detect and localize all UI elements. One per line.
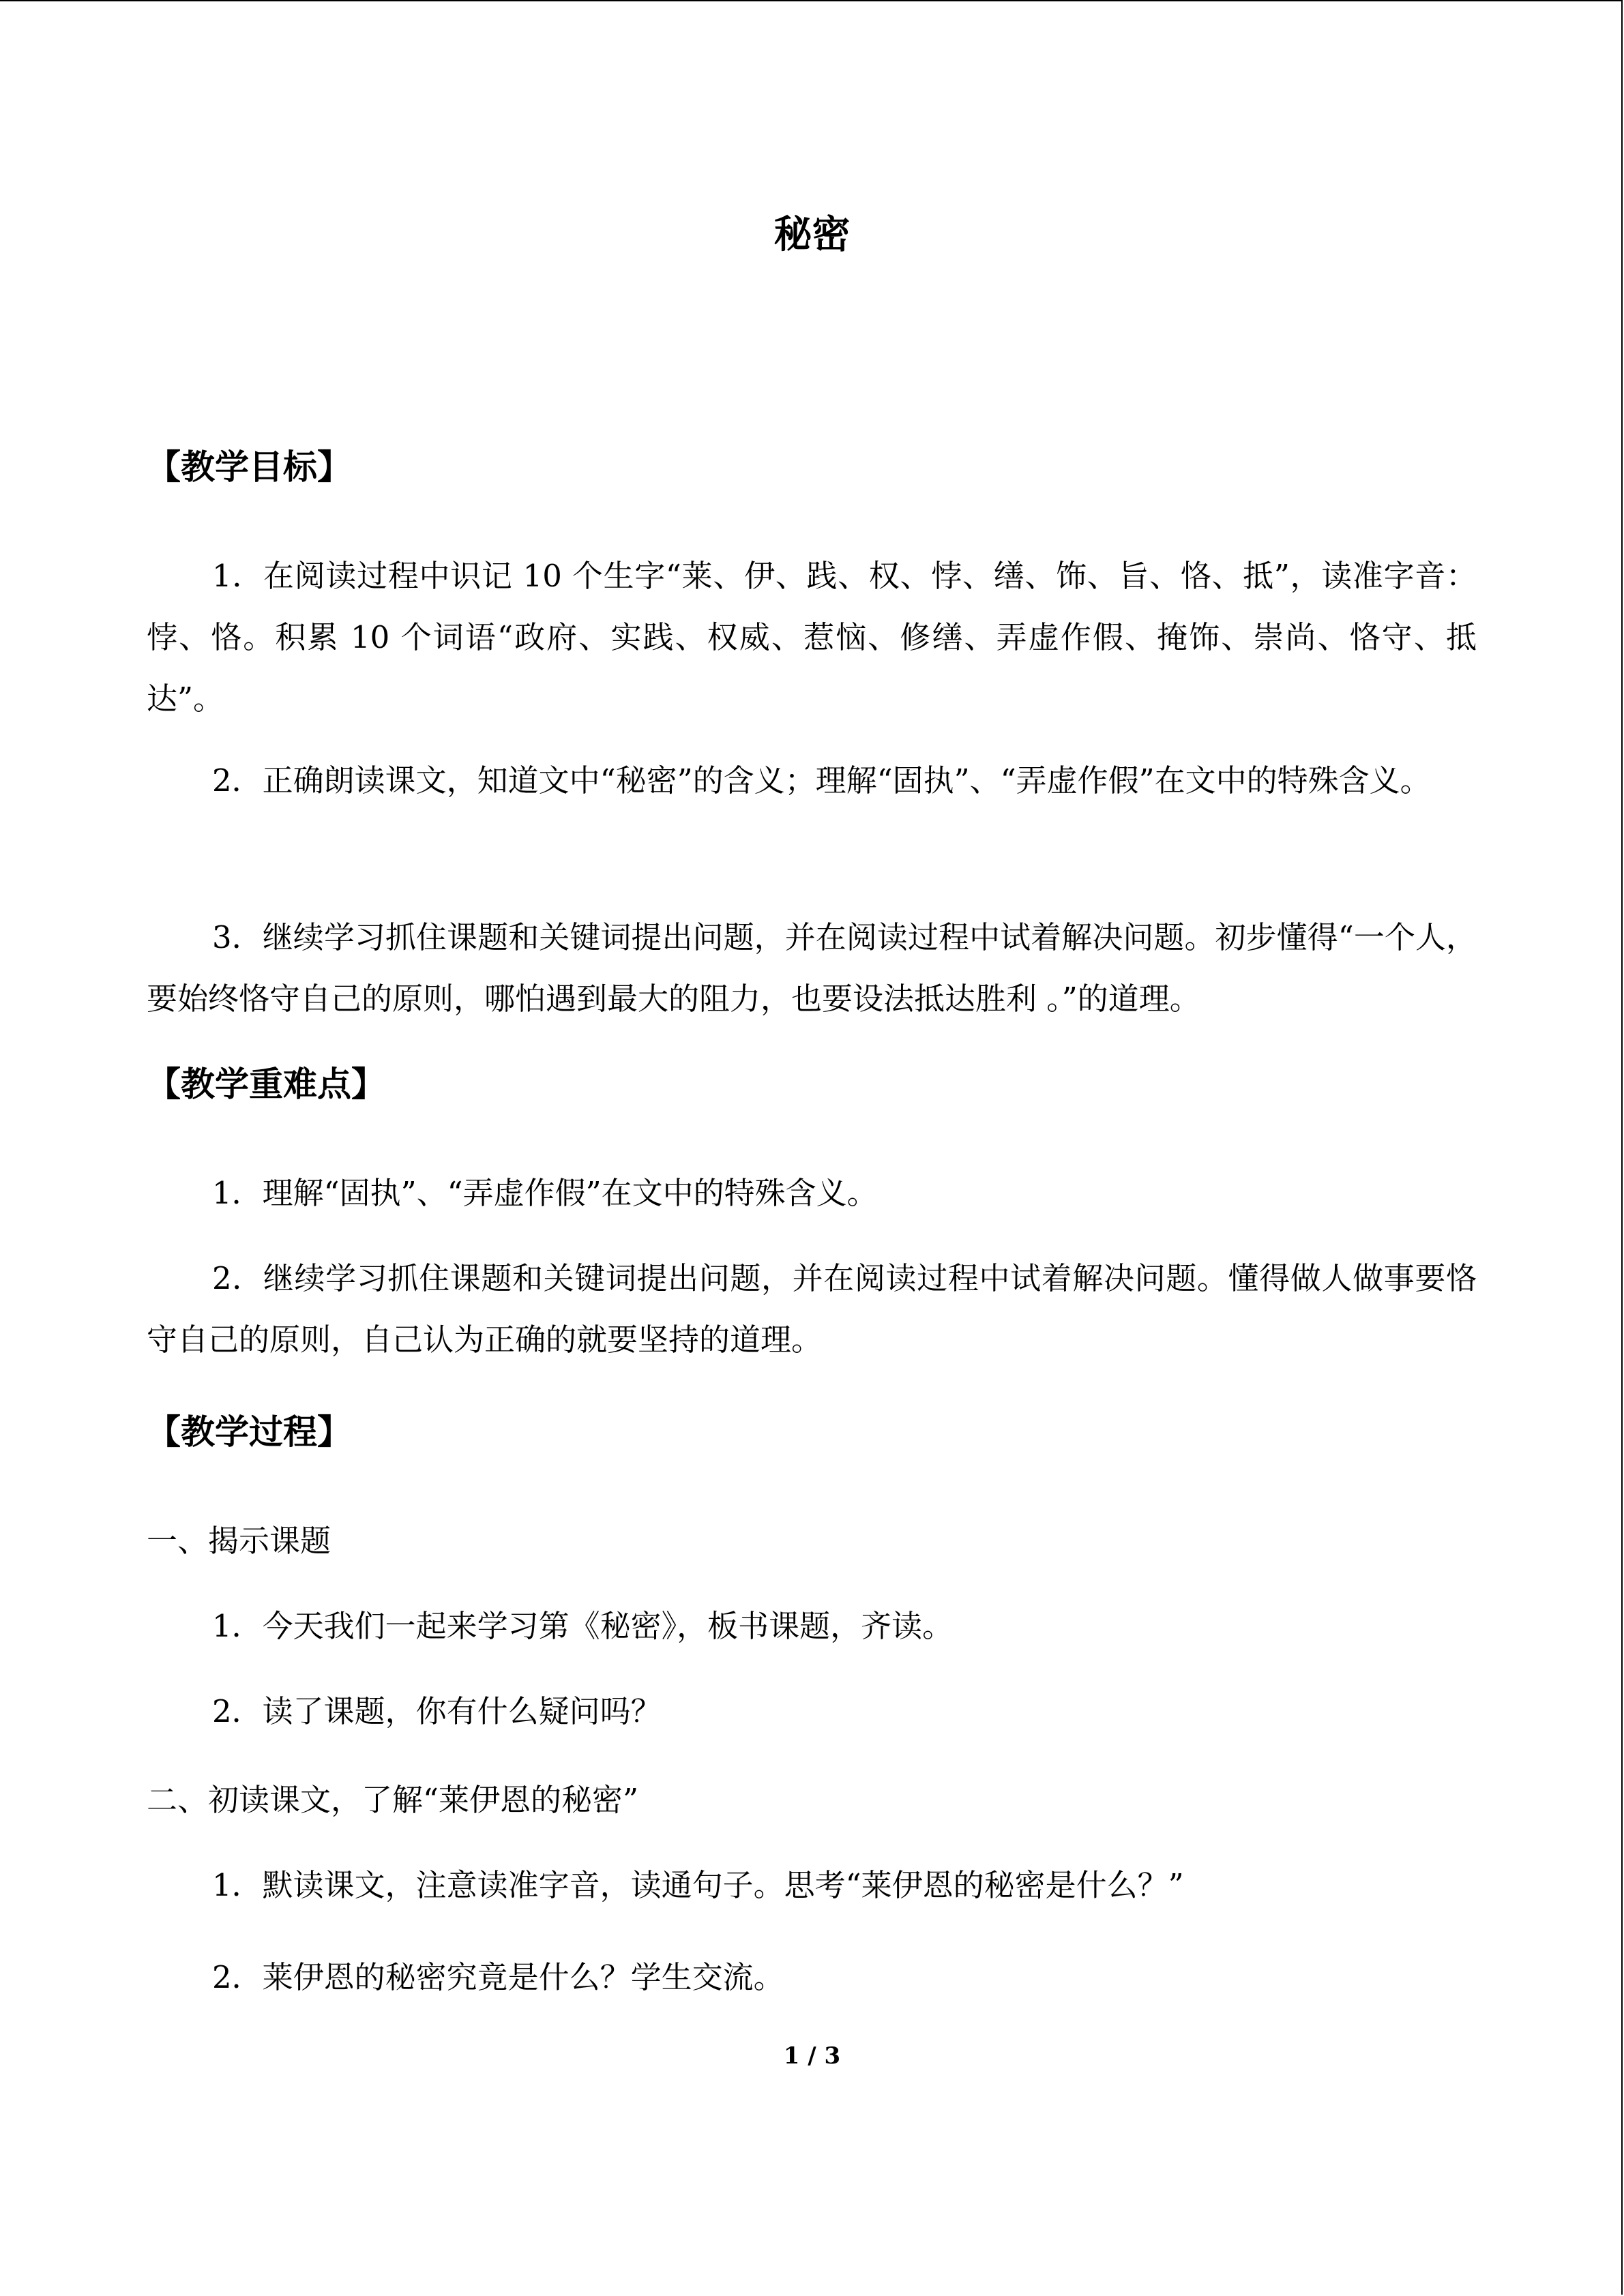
key-point-item-2: 2．继续学习抓住课题和关键词提出问题，并在阅读过程中试着解决问题。懂得做人做事要恪守自己的原则，自己认为正确的就要坚持的道理。 [147, 1260, 1477, 1358]
process-section-2-item-1: 1．默读课文，注意读准字音，读通句子。思考“莱伊恩的秘密是什么？” [212, 1867, 1184, 1903]
heading-objectives: 【教学目标】 [147, 447, 351, 487]
page-number: 1 / 3 [783, 2042, 841, 2070]
heading-key-points: 【教学重难点】 [147, 1064, 385, 1104]
process-section-2-item-2: 2．莱伊恩的秘密究竟是什么？学生交流。 [212, 1959, 784, 1995]
heading-process: 【教学过程】 [147, 1412, 351, 1452]
objective-item-1: 1．在阅读过程中识记 10 个生字“莱、伊、践、权、悖、缮、饰、旨、恪、抵”，读准字音：悖、恪。积累 10 个词语“政府、实践、权威、惹恼、修缮、弄虚作假、掩饰、崇尚、恪守、抵达”。 [147, 558, 1477, 717]
key-point-item-1: 1．理解“固执”、“弄虚作假”在文中的特殊含义。 [212, 1175, 878, 1211]
document-title: 秘密 [773, 213, 851, 257]
objective-item-2: 2．正确朗读课文，知道文中“秘密”的含义；理解“固执”、“弄虚作假”在文中的特殊含义。 [212, 762, 1431, 799]
process-section-1-item-1: 1．今天我们一起来学习第《秘密》，板书课题，齐读。 [212, 1608, 954, 1644]
process-section-2-title: 二、初读课文，了解“莱伊恩的秘密” [147, 1782, 639, 1818]
process-section-1-item-2: 2．读了课题，你有什么疑问吗？ [212, 1693, 662, 1729]
process-section-1-title: 一、揭示课题 [147, 1523, 331, 1559]
objective-item-3: 3．继续学习抓住课题和关键词提出问题，并在阅读过程中试着解决问题。初步懂得“一个人，要始终恪守自己的原则，哪怕遇到最大的阻力，也要设法抵达胜利 。”的道理。 [147, 919, 1477, 1017]
